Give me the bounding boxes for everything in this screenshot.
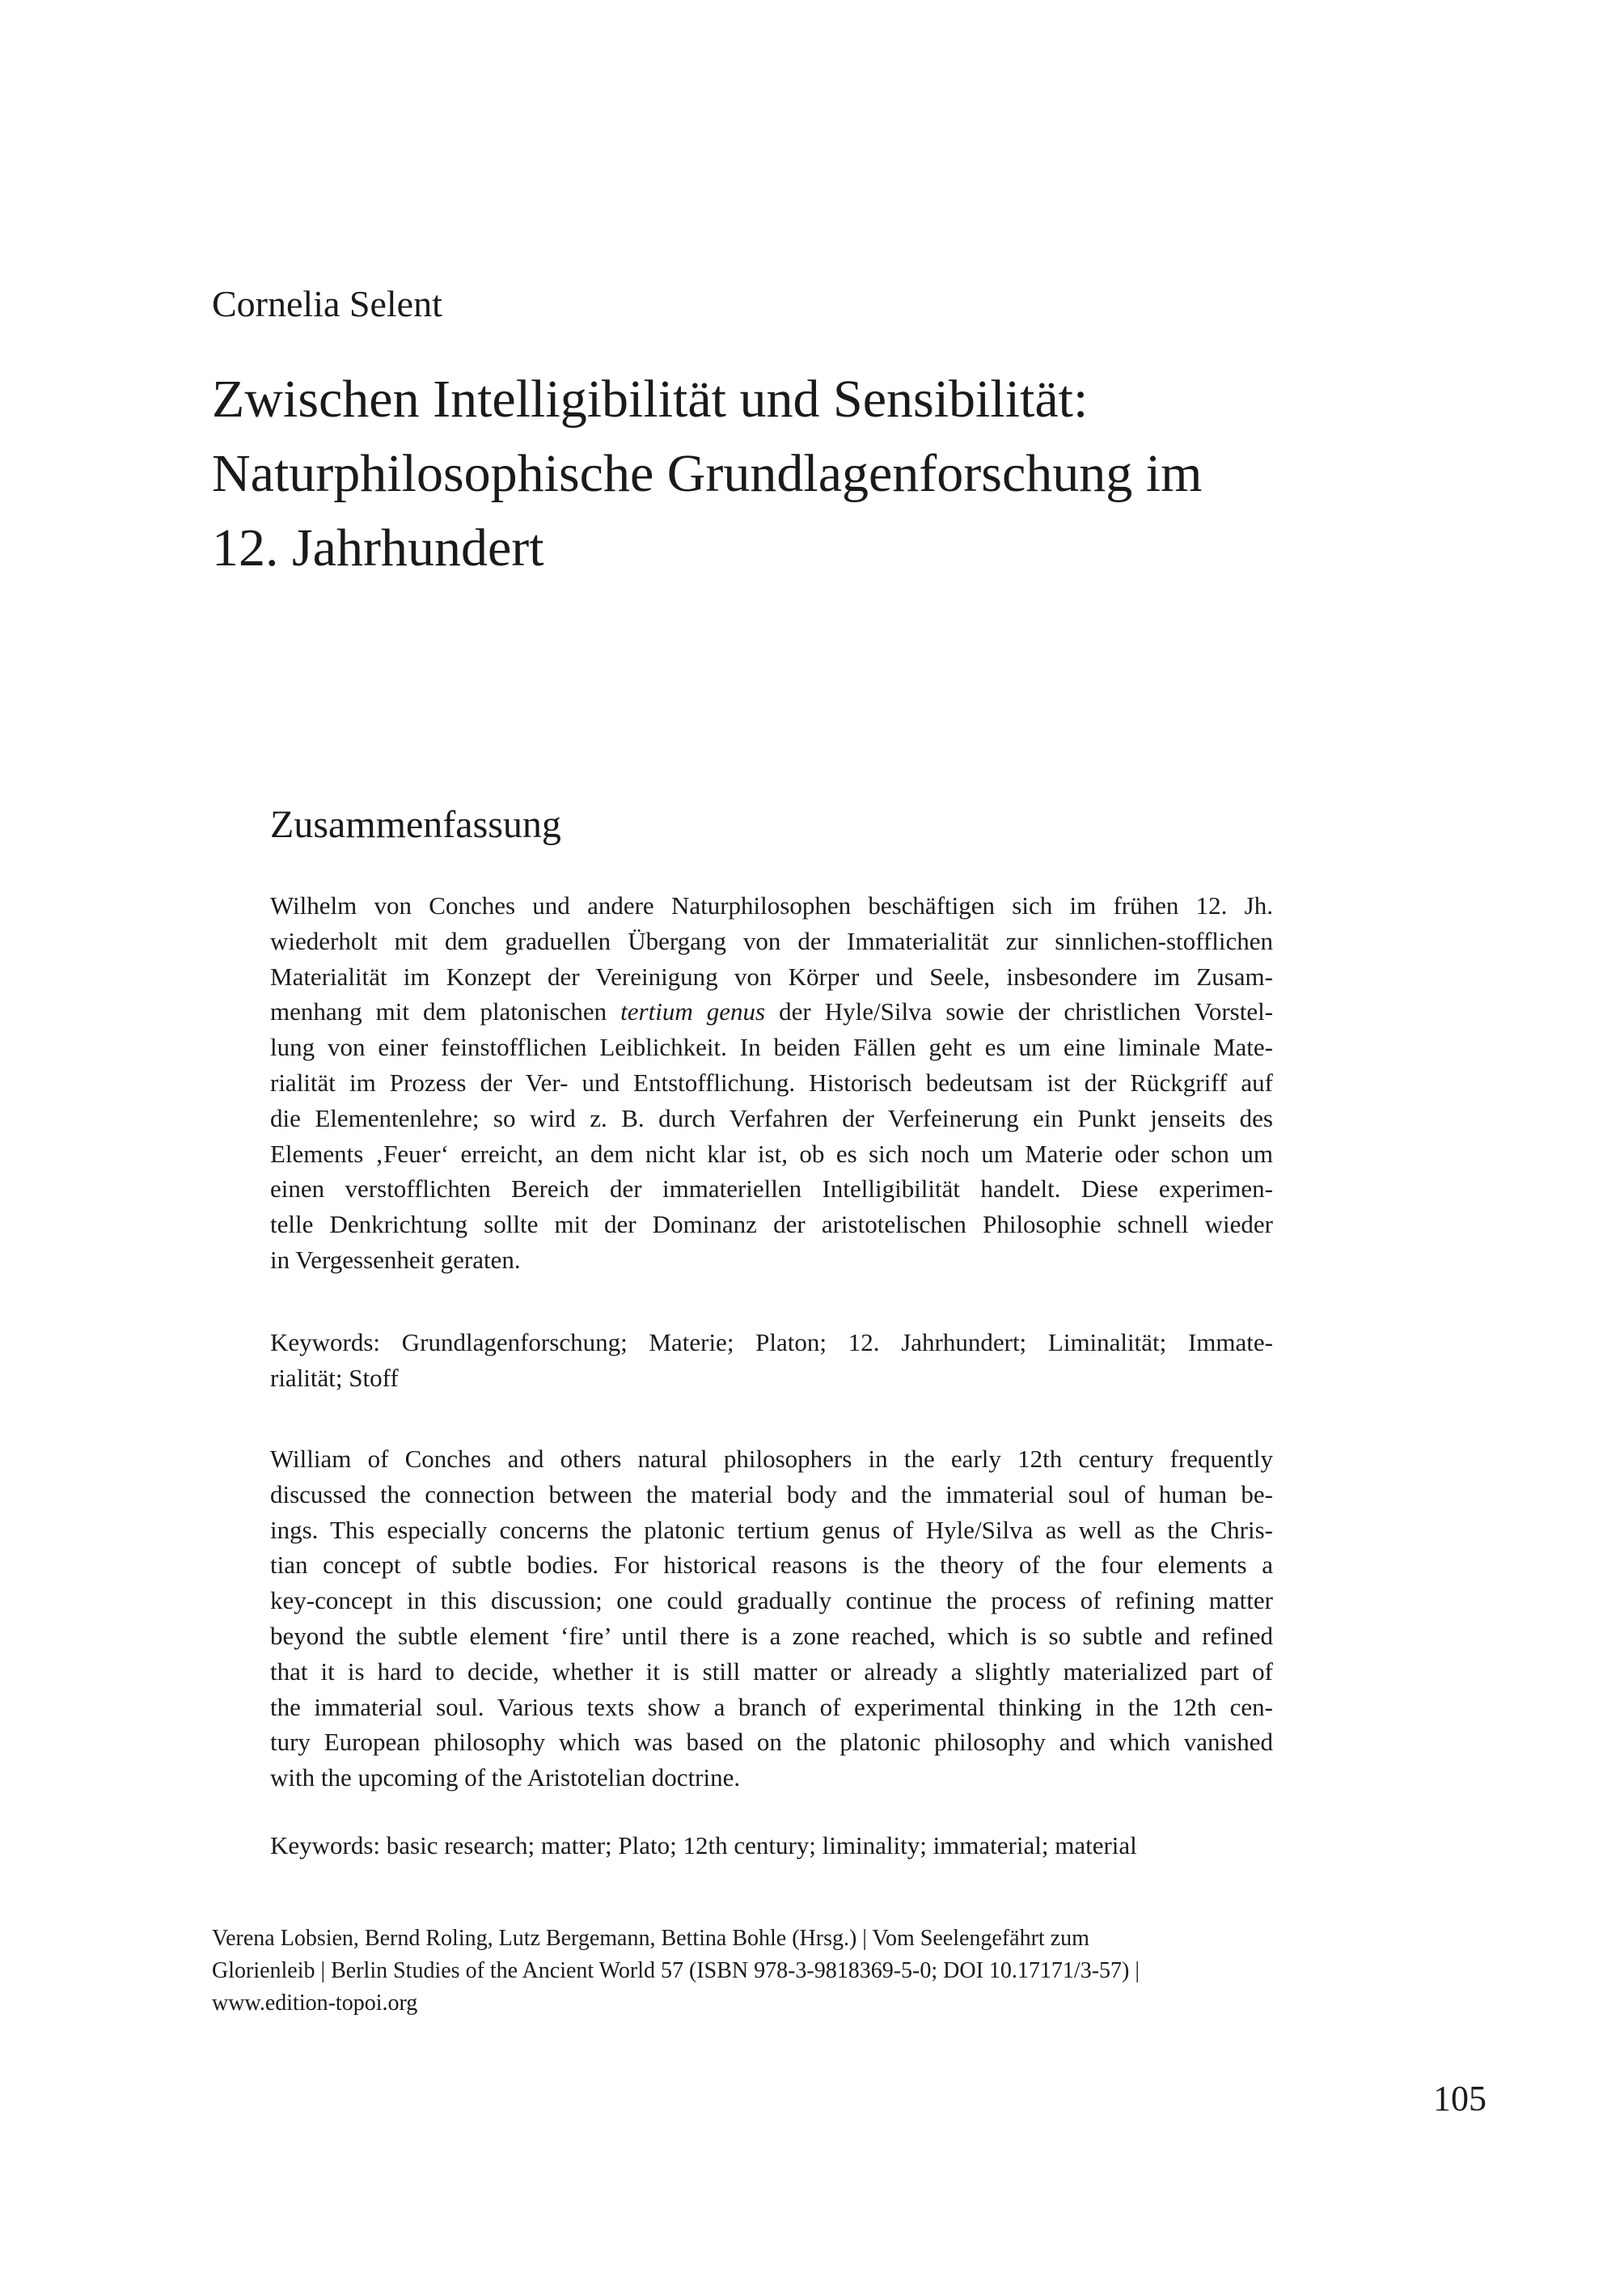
abstract-line: tian concept of subtle bodies. For historical reasons is the theory of the four elements a <box>270 1551 1273 1580</box>
keywords-paragraph <box>270 1828 1273 1864</box>
english-abstract <box>270 1441 1273 1796</box>
abstract-line: with the upcoming of the Aristotelian doctrine. <box>270 1763 741 1792</box>
abstract-text: der Hyle/Silva sowie der christlichen Vorstel- <box>779 997 1274 1026</box>
abstract-line <box>270 994 1273 1030</box>
abstract-line: telle Denkrichtung sollte mit der Dominanz der aristotelischen Philosophie schnell wieder <box>270 1210 1273 1239</box>
abstract-line: wiederholt mit dem graduellen Übergang von der Immaterialität zur sinnlichen-stofflichen <box>270 926 1273 955</box>
footer-line: Verena Lobsien, Bernd Roling, Lutz Bergemann, Bettina Bohle (Hrsg.) | Vom Seelengefährt zum <box>212 1926 1089 1951</box>
abstract-line: die Elementenlehre; so wird z. B. durch Verfahren der Verfeinerung ein Punkt jenseits des <box>270 1103 1273 1132</box>
english-keywords <box>270 1828 1273 1864</box>
abstract-line: in Vergessenheit geraten. <box>270 1245 521 1274</box>
title-line: Zwischen Intelligibilität und Sensibilität: <box>212 370 1089 429</box>
abstract-line: that it is hard to decide, whether it is still matter or already a slightly materialized part of <box>270 1656 1273 1686</box>
abstract-line: lung von einer feinstofflichen Leiblichkeit. In beiden Fällen geht es um eine liminale Mate- <box>270 1033 1273 1062</box>
page-number: 105 <box>1433 2079 1487 2118</box>
abstract-line: Elements ‚Feuer‘ erreicht, an dem nicht klar ist, ob es sich noch um Materie oder schon um <box>270 1139 1273 1168</box>
author-name: Cornelia Selent <box>212 283 442 324</box>
keywords-line: rialität; Stoff <box>270 1363 399 1392</box>
abstract-line: tury European philosophy which was based on the platonic philosophy and which vanished <box>270 1728 1273 1757</box>
keywords-line: Keywords: Grundlagenforschung; Materie; Platon; 12. Jahrhundert; Liminalität; Immate- <box>270 1328 1273 1356</box>
footer-line: Glorienleib | Berlin Studies of the Ancient World 57 (ISBN 978-3-9818369-5-0; DOI 10.17171/3-57) | <box>212 1958 1140 1983</box>
german-abstract <box>270 888 1273 1278</box>
abstract-line: William of Conches and others natural philosophers in the early 12th century frequently <box>270 1445 1273 1473</box>
abstract-line: rialität im Prozess der Ver- und Entstofflichung. Historisch bedeutsam ist der Rückgriff auf <box>270 1068 1273 1097</box>
title-line: Naturphilosophische Grundlagenforschung im <box>212 444 1203 503</box>
german-keywords <box>270 1325 1273 1396</box>
abstract-paragraph <box>270 1441 1273 1796</box>
italic-term: tertium genus <box>620 997 766 1026</box>
footer-link[interactable]: www.edition-topoi.org <box>212 1991 418 2016</box>
abstract-line: key-concept in this discussion; one could gradually continue the process of refining matter <box>270 1586 1273 1615</box>
article-title <box>212 362 1506 586</box>
abstract-line: Materialität im Konzept der Vereinigung von Körper und Seele, insbesondere im Zusam- <box>270 962 1273 991</box>
abstract-line: einen verstofflichten Bereich der immateriellen Intelligibilität handelt. Diese experimen- <box>270 1174 1273 1204</box>
keywords-line: Keywords: basic research; matter; Plato; 12th century; liminality; immaterial; material <box>270 1831 1137 1859</box>
abstract-line: discussed the connection between the material body and the immaterial soul of human be- <box>270 1479 1273 1508</box>
title-line: 12. Jahrhundert <box>212 518 544 577</box>
abstract-paragraph <box>270 888 1273 1278</box>
publication-footer <box>212 1923 1296 2020</box>
abstract-text: menhang mit dem platonischen <box>270 997 607 1026</box>
abstract-line: the immaterial soul. Various texts show a branch of experimental thinking in the 12th cen- <box>270 1692 1273 1721</box>
abstract-line: beyond the subtle element ‘fire’ until there is a zone reached, which is so subtle and refined <box>270 1621 1273 1650</box>
abstract-line: ings. This especially concerns the platonic tertium genus of Hyle/Silva as well as the Chris- <box>270 1515 1273 1544</box>
section-heading-summary: Zusammenfassung <box>270 803 561 846</box>
keywords-paragraph <box>270 1325 1273 1396</box>
abstract-line: Wilhelm von Conches und andere Naturphilosophen beschäftigen sich im frühen 12. Jh. <box>270 891 1273 920</box>
